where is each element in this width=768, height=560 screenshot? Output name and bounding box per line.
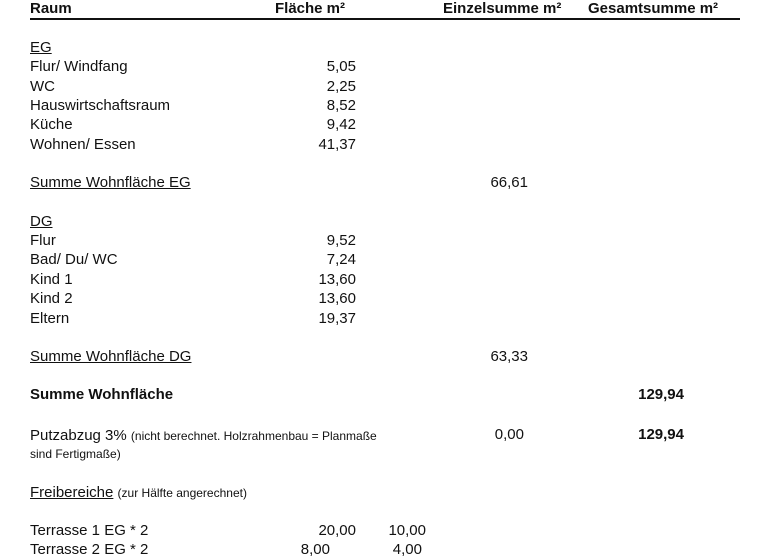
eg-room-area: 5,05 <box>326 58 356 75</box>
putz-gesamt-value: 129,94 <box>638 426 684 443</box>
dg-room-area: 9,52 <box>326 232 356 249</box>
dg-room-area: 13,60 <box>318 290 356 307</box>
dg-room-area: 13,60 <box>318 271 356 288</box>
eg-section-title: EG <box>30 39 52 56</box>
header-divider <box>30 18 740 20</box>
eg-room-label: Küche <box>30 116 73 133</box>
header-flaeche: Fläche m² <box>275 0 346 17</box>
eg-room-label: Hauswirtschaftsraum <box>30 97 171 114</box>
dg-sum-value: 63,33 <box>490 348 528 365</box>
terrace-half-area: 4,00 <box>392 541 422 558</box>
frei-title: Freibereiche <box>30 484 114 501</box>
terrace-area: 20,00 <box>318 522 356 539</box>
putz-note: (nicht berechnet. Holzrahmenbau = Planmaße <box>130 429 377 443</box>
dg-room-label: Flur <box>30 232 56 249</box>
terrace-label: Terrasse 2 EG * 2 <box>30 541 149 558</box>
frei-note: (zur Hälfte angerechnet) <box>117 486 247 500</box>
dg-room-label: Kind 1 <box>30 271 73 288</box>
eg-room-area: 8,52 <box>326 97 356 114</box>
dg-room-area: 19,37 <box>318 310 356 327</box>
dg-section-title: DG <box>30 213 53 230</box>
putz-note-continued: sind Fertigmaße) <box>30 447 121 461</box>
frei-row <box>30 484 247 502</box>
eg-room-label: WC <box>30 78 55 95</box>
eg-room-label: Wohnen/ Essen <box>30 136 136 153</box>
putz-row <box>30 427 377 445</box>
dg-room-area: 7,24 <box>326 251 356 268</box>
header-einzelsumme: Einzelsumme m² <box>443 0 562 17</box>
terrace-half-area: 10,00 <box>388 522 426 539</box>
eg-sum-label: Summe Wohnfläche EG <box>30 174 191 191</box>
dg-sum-label: Summe Wohnfläche DG <box>30 348 192 365</box>
putz-einzel-value: 0,00 <box>494 426 524 443</box>
terrace-area: 8,00 <box>300 541 330 558</box>
total-value: 129,94 <box>638 386 684 403</box>
total-label: Summe Wohnfläche <box>30 386 174 403</box>
putz-label: Putzabzug 3% <box>30 427 127 444</box>
eg-sum-value: 66,61 <box>490 174 528 191</box>
eg-room-area: 9,42 <box>326 116 356 133</box>
terrace-label: Terrasse 1 EG * 2 <box>30 522 149 539</box>
header-gesamtsumme: Gesamtsumme m² <box>588 0 719 17</box>
eg-room-area: 2,25 <box>326 78 356 95</box>
eg-room-label: Flur/ Windfang <box>30 58 128 75</box>
dg-room-label: Bad/ Du/ WC <box>30 251 118 268</box>
header-raum: Raum <box>30 0 72 17</box>
dg-room-label: Eltern <box>30 310 70 327</box>
dg-room-label: Kind 2 <box>30 290 73 307</box>
eg-room-area: 41,37 <box>318 136 356 153</box>
